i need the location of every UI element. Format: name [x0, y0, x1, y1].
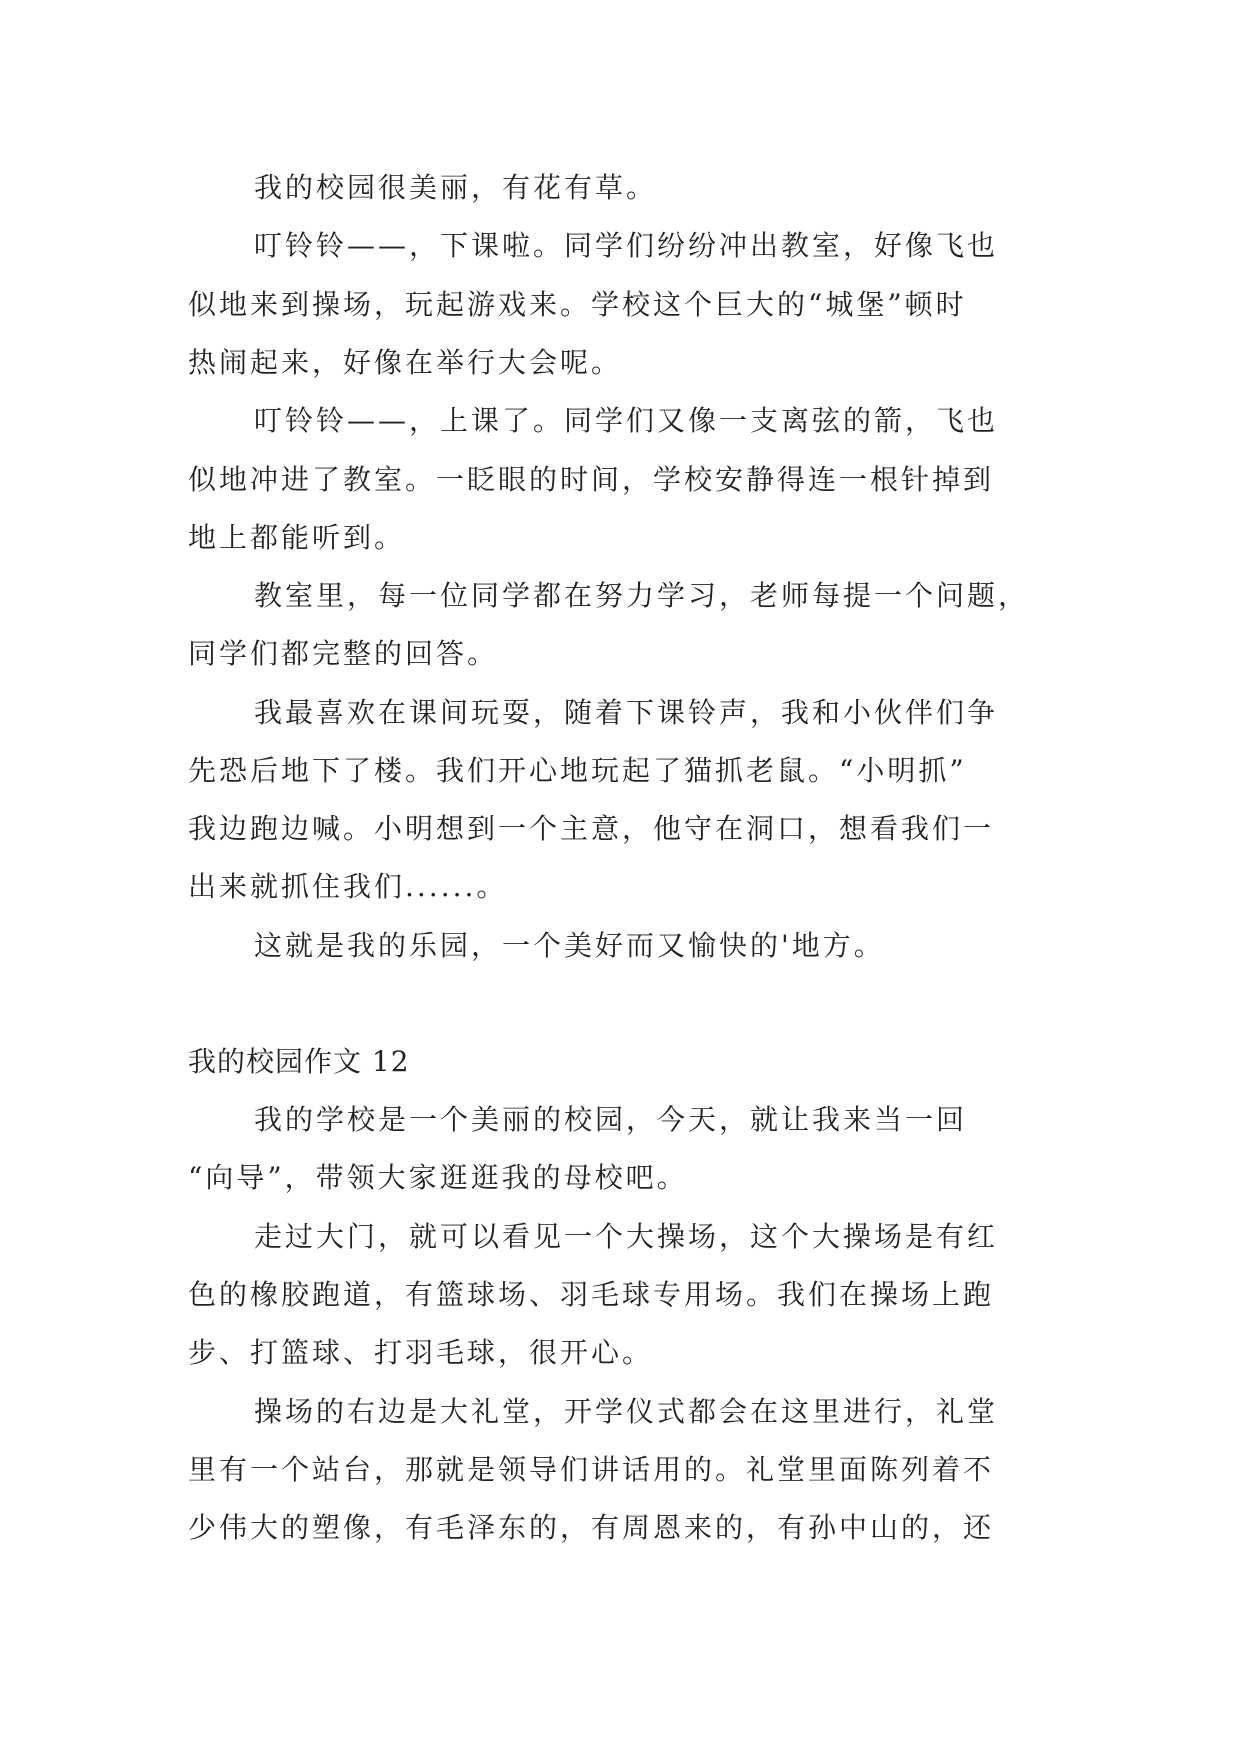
paragraph-line: 似地冲进了教室。一眨眼的时间，学校安静得连一根针掉到: [188, 463, 995, 496]
paragraph-line: 这就是我的乐园，一个美好而又愉快的'地方。: [254, 929, 885, 962]
paragraph-line: 教室里，每一位同学都在努力学习，老师每提一个问题，: [254, 579, 1030, 612]
paragraph-line: 少伟大的塑像，有毛泽东的，有周恩来的，有孙中山的，还: [188, 1511, 995, 1544]
paragraph-line: 色的橡胶跑道，有篮球场、羽毛球专用场。我们在操场上跑: [188, 1278, 995, 1311]
paragraph-line: 走过大门，就可以看见一个大操场，这个大操场是有红: [254, 1220, 999, 1253]
paragraph-line: 热闹起来，好像在举行大会呢。: [188, 346, 623, 379]
paragraph-line: 我边跑边喊。小明想到一个主意，他守在洞口，想看我们一: [188, 812, 995, 845]
paragraph-line: 我最喜欢在课间玩耍，随着下课铃声，我和小伙伴们争: [254, 696, 999, 729]
section-title: 我的校园作文 12: [188, 1045, 410, 1078]
paragraph-line: 同学们都完整的回答。: [188, 637, 499, 670]
paragraph-line: 地上都能听到。: [188, 521, 406, 554]
paragraph-line: 我的校园很美丽，有花有草。: [254, 171, 658, 204]
paragraph-line: 步、打篮球、打羽毛球，很开心。: [188, 1336, 654, 1369]
paragraph-line: 似地来到操场，玩起游戏来。学校这个巨大的“城堡”顿时: [188, 288, 967, 321]
paragraph-line: 出来就抓住我们......。: [188, 870, 508, 903]
paragraph-line: 叮铃铃——，下课啦。同学们纷纷冲出教室，好像飞也: [254, 229, 999, 262]
paragraph-line: 里有一个站台，那就是领导们讲话用的。礼堂里面陈列着不: [188, 1453, 995, 1486]
paragraph-line: 我的学校是一个美丽的校园，今天，就让我来当一回: [254, 1103, 968, 1136]
paragraph-line: 叮铃铃——，上课了。同学们又像一支离弦的箭，飞也: [254, 404, 999, 437]
paragraph-line: 先恐后地下了楼。我们开心地玩起了猫抓老鼠。“小明抓”: [188, 754, 967, 787]
paragraph-line: “向导”，带领大家逛逛我的母校吧。: [188, 1161, 688, 1194]
paragraph-line: 操场的右边是大礼堂，开学仪式都会在这里进行，礼堂: [254, 1395, 999, 1428]
